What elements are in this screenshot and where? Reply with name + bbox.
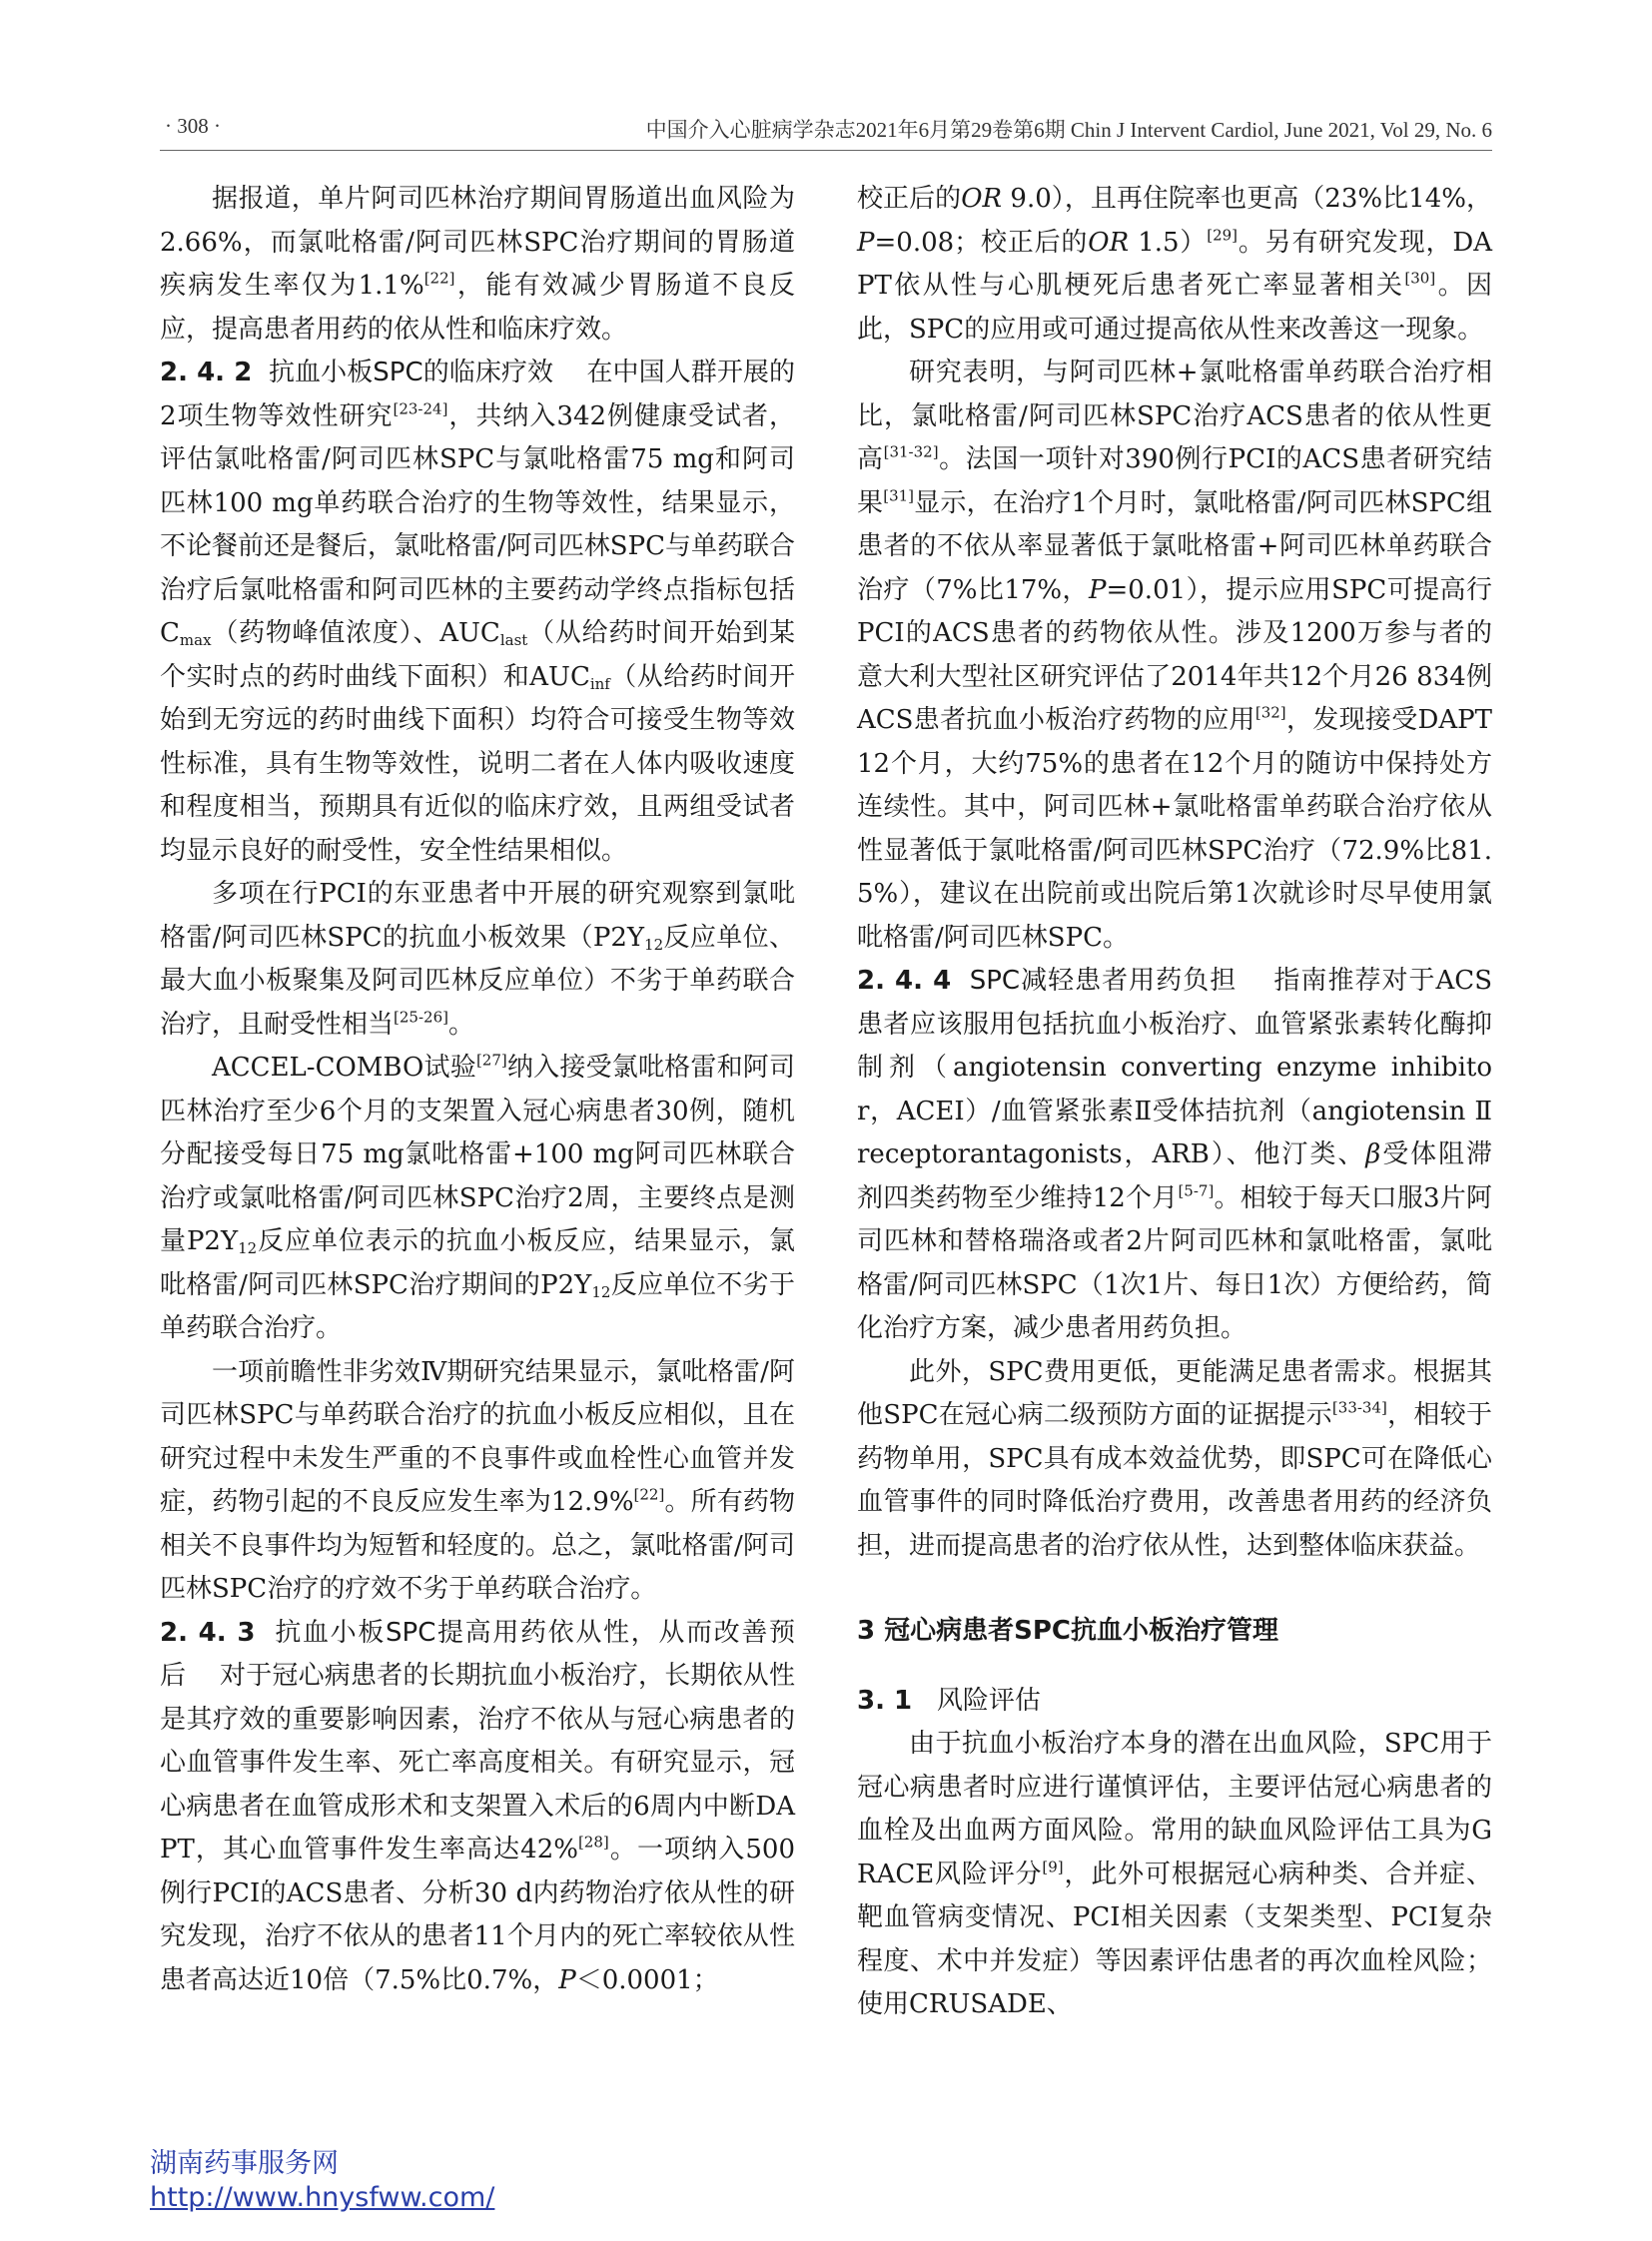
citation-ref: [32] (1254, 703, 1286, 722)
paragraph: 多项在行PCI的东亚患者中开展的研究观察到氯吡格雷/阿司匹林SPC的抗血小板效果（$P2Y_{12}$反应单位、最大血小板聚集及阿司匹林反应单位）不劣于单药联合治疗，且耐受性相当[25-26]。 (160, 879, 795, 1040)
site-name: 湖南药事服务网 (150, 2148, 339, 2179)
journal-citation: 中国介入心脏病学杂志2021年6月第29卷第6期 Chin J Intervent Cardiol, June 2021, Vol 29, No. 6 (645, 118, 1492, 142)
section-2-4-2: 2. 4. 2 抗血小板SPC的临床疗效 在中国人群开展的2项生物等效性研究[23-24]，共纳入342例健康受试者，评估氯吡格雷/阿司匹林SPC与氯吡格雷75 mg和阿司匹林100 mg单药联合治疗的生物等效性，结果显示，不论餐前还是餐后，氯吡格雷/阿司匹林SPC与单药联合治疗后氯吡格雷和阿司匹林的主要药动学终点指标包括$C_{max}$（药物峰值浓度）、$AUC_{last}$（从给药时间开始到某个实时点的药时曲线下面积）和$AUC_{inf}$（从给药时间开始到无穷远的药时曲线下面积）均符合可接受生物等效性标准，具有生物等效性，说明二者在人体内吸收速度和程度相当，预期具有近似的临床疗效，且两组受试者均显示良好的耐受性，安全性结果相似。 (160, 358, 796, 866)
citation-ref: [30] (1404, 269, 1436, 288)
citation-ref: [9] (1042, 1858, 1064, 1875)
citation-ref: [25-26] (394, 1008, 448, 1026)
citation-ref: [31] (883, 486, 915, 504)
citation-ref: [29] (1207, 226, 1239, 244)
site-url-link[interactable]: http://www.hnysfww.com/ (150, 2182, 495, 2213)
watermark-footer (150, 2147, 494, 2215)
page-number: · 308 · (165, 114, 221, 138)
paragraph: 此外，SPC费用更低，更能满足患者需求。根据其他SPC在冠心病二级预防方面的证据提示[33-34]，相较于药物单用，SPC具有成本效益优势，即SPC可在降低心血管事件的同时降低治疗费用，改善患者用药的经济负担，进而提高患者的治疗依从性，达到整体临床获益。 (857, 1356, 1492, 1561)
citation-ref: [27] (475, 1051, 507, 1070)
subsection-heading: 2. 4. 3 抗血小板SPC提高用药依从性，从而改善预后 (160, 1617, 796, 1691)
citation-ref: [5-7] (1178, 1181, 1215, 1199)
section-2-4-3: 2. 4. 3 抗血小板SPC提高用药依从性，从而改善预后 对于冠心病患者的长期抗血小板治疗，长期依从性是其疗效的重要影响因素，治疗不依从与冠心病患者的心血管事件发生率、死亡率高度相关。有研究显示，冠心病患者在血管成形术和支架置入术后的6周内中断DAPT，其心血管事件发生率高达42%[28]。一项纳入500例行PCI的ACS患者、分析30 d内药物治疗依从性的研究发现，治疗不依从的患者11个月内的死亡率较依从性患者高达近10倍（7.5%比0.7%，P＜0.0001； (160, 1617, 796, 1995)
section-3-heading: 3 冠心病患者SPC抗血小板治疗管理 (857, 1616, 1279, 1646)
citation-ref: [22] (423, 269, 455, 288)
citation-ref: [28] (577, 1833, 609, 1852)
section-3-1-heading: 3. 1 风险评估 (857, 1685, 1041, 1716)
section-2-4-4: 2. 4. 4 SPC减轻患者用药负担 指南推荐对于ACS患者应该服用包括抗血小板治疗、血管紧张素转化酶抑制剂（angiotensin converting enzyme inhibitor，ACEI）/血管紧张素Ⅱ受体拮抗剂（angiotensin Ⅱ receptorantagonists，ARB）、他汀类、β受体阻滞剂四类药物至少维持12个月[5-7]。相较于每天口服3片阿司匹林和替格瑞洛或者2片阿司匹林和氯吡格雷，氯吡格雷/阿司匹林SPC（1次1片、每日1次）方便给药，简化治疗方案，减少患者用药负担。 (857, 966, 1493, 1343)
citation-ref: [22] (633, 1485, 665, 1504)
header-rule (160, 150, 1492, 151)
paragraph: 一项前瞻性非劣效Ⅳ期研究结果显示，氯吡格雷/阿司匹林SPC与单药联合治疗的抗血小板反应相似，且在研究过程中未发生严重的不良事件或血栓性心血管并发症，药物引起的不良反应发生率为12.9%[22]。所有药物相关不良事件均为短暂和轻度的。总之，氯吡格雷/阿司匹林SPC治疗的疗效不劣于单药联合治疗。 (160, 1356, 795, 1604)
citation-ref: [31-32] (883, 442, 939, 461)
running-header (165, 114, 1492, 154)
subsection-heading: 2. 4. 2 抗血小板SPC的临床疗效 (160, 358, 554, 387)
paragraph: 据报道，单片阿司匹林治疗期间胃肠道出血风险为2.66%，而氯吡格雷/阿司匹林SPC治疗期间的胃肠道疾病发生率仅为1.1%[22]，能有效减少胃肠道不良反应，提高患者用药的依从性和临床疗效。 (160, 184, 795, 345)
paragraph: 由于抗血小板治疗本身的潜在出血风险，SPC用于冠心病患者时应进行谨慎评估，主要评估冠心病患者的血栓及出血两方面风险。常用的缺血风险评估工具为GRACE风险评分[9]，此外可根据冠心病种类、合并症、靶血管病变情况、PCI相关因素（支架类型、PCI复杂程度、术中并发症）等因素评估患者的再次血栓风险；使用CRUSADE、 (857, 1729, 1492, 2019)
citation-ref: [23-24] (393, 399, 448, 417)
citation-ref: [33-34] (1331, 1398, 1387, 1417)
paragraph: 研究表明，与阿司匹林+氯吡格雷单药联合治疗相比，氯吡格雷/阿司匹林SPC治疗ACS患者的依从性更高[31-32]。法国一项针对390例行PCI的ACS患者研究结果[31]显示，在治疗1个月时，氯吡格雷/阿司匹林SPC组患者的不依从率显著低于氯吡格雷+阿司匹林单药联合治疗（7%比17%，P=0.01），提示应用SPC可提高行PCI的ACS患者的药物依从性。涉及1200万参与者的意大利大型社区研究评估了2014年共12个月26 834例ACS患者抗血小板治疗药物的应用[32]，发现接受DAPT 12个月，大约75%的患者在12个月的随访中保持处方连续性。其中，阿司匹林+氯吡格雷单药联合治疗依从性显著低于氯吡格雷/阿司匹林SPC治疗（72.9%比81.5%），建议在出院前或出院后第1次就诊时尽早使用氯吡格雷/阿司匹林SPC。 (857, 358, 1492, 953)
paragraph: 校正后的OR 9.0），且再住院率也更高（23%比14%，P=0.08；校正后的OR 1.5）[29]。另有研究发现，DAPT依从性与心肌梗死后患者死亡率显著相关[30]。因此，SPC的应用或可通过提高依从性来改善这一现象。 (857, 184, 1492, 345)
subsection-heading: 2. 4. 4 SPC减轻患者用药负担 (857, 966, 1238, 996)
left-column (160, 178, 795, 2002)
right-column (857, 178, 1492, 2027)
paragraph: ACCEL-COMBO试验[27]纳入接受氯吡格雷和阿司匹林治疗至少6个月的支架置入冠心病患者30例，随机分配接受每日75 mg氯吡格雷+100 mg阿司匹林联合治疗或氯吡格雷/阿司匹林SPC治疗2周，主要终点是测量$P2Y_{12}$反应单位表示的抗血小板反应，结果显示，氯吡格雷/阿司匹林SPC治疗期间的$P2Y_{12}$反应单位不劣于单药联合治疗。 (160, 1051, 795, 1343)
